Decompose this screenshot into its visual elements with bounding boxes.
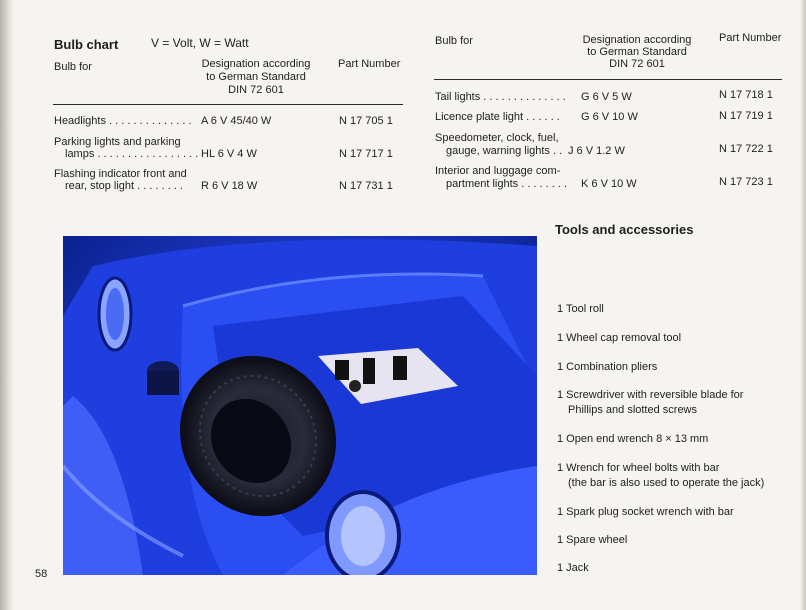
bulb-part-number: N 17 705 1 [339, 115, 393, 127]
bulb-designation: HL 6 V 4 W [201, 148, 257, 160]
bulb-part-number: N 17 723 1 [719, 176, 773, 188]
bulb-designation: G 6 V 5 W [581, 91, 632, 103]
bulb-name: Flashing indicator front and [54, 168, 187, 180]
bulb-designation: R 6 V 18 W [201, 180, 258, 192]
tools-title: Tools and accessories [555, 222, 694, 237]
car-trunk-illustration [63, 236, 537, 575]
tool-item: 1 Screwdriver with reversible blade for [557, 389, 744, 401]
tool-item: 1 Jack [557, 562, 589, 574]
page-number: 58 [35, 568, 48, 580]
bulb-designation: K 6 V 10 W [581, 178, 637, 190]
bulb-part-number: N 17 717 1 [339, 148, 393, 160]
page-edge [800, 0, 806, 610]
tool-item-cont: (the bar is also used to operate the jack) [568, 477, 765, 489]
bulb-name-cont: lamps . . . . . . . . . . . . . . . . . [65, 148, 199, 160]
col-part-number: Part Number [338, 58, 401, 70]
tool-item: 1 Tool roll [557, 303, 604, 315]
bulb-part-number: N 17 719 1 [719, 110, 773, 122]
bulb-name: Interior and luggage com- [435, 165, 561, 177]
col-designation-right-line2: to German Standard [587, 46, 687, 58]
tool-item: 1 Spare wheel [557, 534, 628, 546]
bulb-name: Licence plate light . . . . . . [435, 111, 560, 123]
bulb-part-number: N 17 722 1 [719, 143, 773, 155]
col-designation-line1: Designation according [201, 58, 311, 70]
page-gutter [0, 0, 14, 610]
bulb-part-number: N 17 731 1 [339, 180, 393, 192]
bulb-name-cont: rear, stop light . . . . . . . . [65, 180, 183, 192]
bulb-designation: A 6 V 45/40 W [201, 115, 272, 127]
col-part-number-right: Part Number [719, 32, 782, 44]
luggage-compartment-photo [63, 236, 537, 575]
col-designation-right-line1: Designation according [582, 34, 692, 46]
tool-item: 1 Open end wrench 8 × 13 mm [557, 433, 709, 445]
tool-item: 1 Spark plug socket wrench with bar [557, 506, 734, 518]
units-legend: V = Volt, W = Watt [151, 36, 249, 50]
bulb-part-number: N 17 718 1 [719, 89, 773, 101]
bulb-name: Tail lights . . . . . . . . . . . . . . [435, 91, 566, 103]
col-designation-right-line3: DIN 72 601 [609, 58, 665, 70]
header-rule [53, 104, 403, 105]
bulb-name: Parking lights and parking [54, 136, 181, 148]
col-bulb-for-right: Bulb for [435, 35, 473, 47]
bulb-designation: J 6 V 1.2 W [568, 145, 625, 157]
col-bulb-for: Bulb for [54, 61, 92, 73]
col-designation-line3: DIN 72 601 [228, 84, 284, 96]
tool-item-cont: Phillips and slotted screws [568, 404, 698, 416]
bulb-chart-title: Bulb chart [54, 37, 119, 52]
tool-item: 1 Wrench for wheel bolts with bar [557, 462, 720, 474]
bulb-name: Speedometer, clock, fuel, [435, 132, 559, 144]
col-designation-line2: to German Standard [206, 71, 306, 83]
bulb-name-cont: partment lights . . . . . . . . [446, 178, 568, 190]
tool-item: 1 Wheel cap removal tool [557, 332, 682, 344]
bulb-designation: G 6 V 10 W [581, 111, 638, 123]
bulb-name: Headlights . . . . . . . . . . . . . . [54, 115, 192, 127]
header-rule-right [434, 79, 782, 80]
tool-item: 1 Combination pliers [557, 361, 658, 373]
bulb-name-cont: gauge, warning lights . . [446, 145, 563, 157]
